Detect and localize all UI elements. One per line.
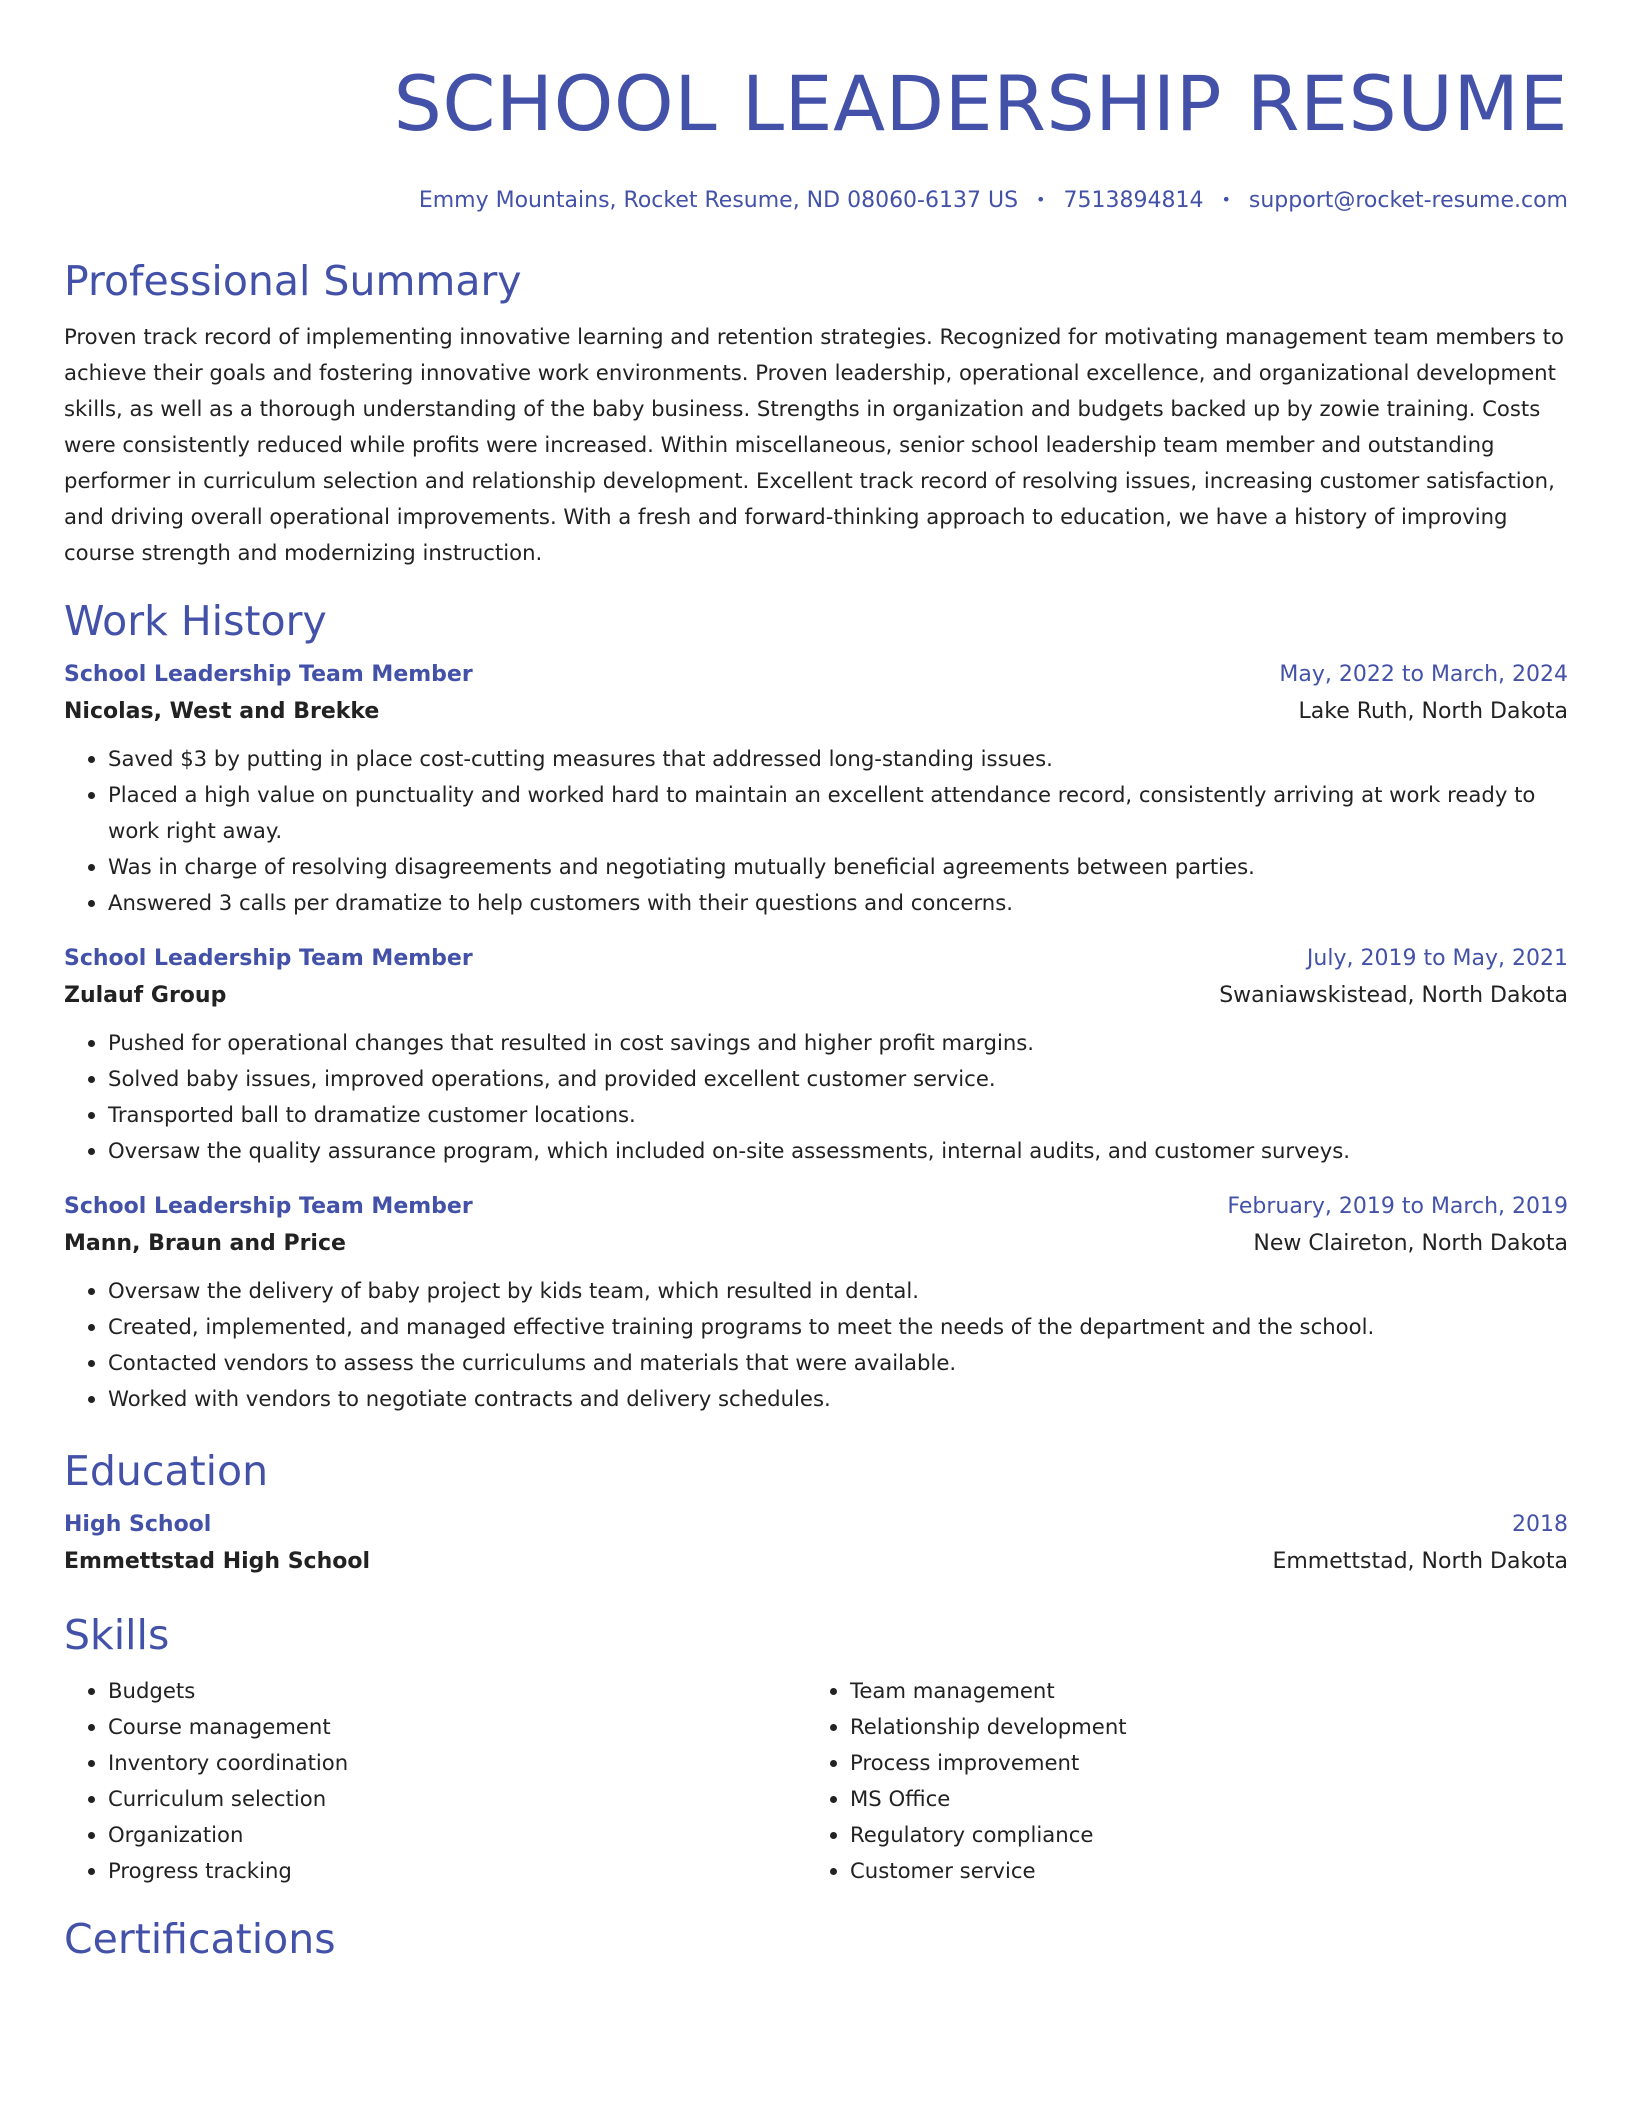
- education-year: 2018: [1512, 1512, 1568, 1537]
- job-bullet: • Pushed for operational changes that resulted in cost savings and higher profit margins.: [108, 1025, 1568, 1061]
- contact-phone: 7513894814: [1063, 188, 1204, 213]
- job-location: Lake Ruth, North Dakota: [1298, 699, 1568, 724]
- education-school: Emmettstad High School: [64, 1549, 371, 1574]
- job-employer: Zulauf Group: [64, 983, 227, 1008]
- contact-separator: •: [1221, 190, 1231, 209]
- education-degree: High School: [64, 1512, 212, 1537]
- certifications-heading: Certifications: [64, 1915, 336, 1963]
- job-location: New Claireton, North Dakota: [1253, 1231, 1568, 1256]
- contact-email: support@rocket-resume.com: [1248, 188, 1568, 213]
- job-title: School Leadership Team Member: [64, 946, 473, 971]
- skill-item: • Budgets: [108, 1673, 806, 1709]
- skills-list: [64, 1673, 1568, 1889]
- skill-item: • Relationship development: [850, 1709, 1548, 1745]
- skill-item: • Customer service: [850, 1853, 1548, 1889]
- job-bullet: • Oversaw the delivery of baby project by kids team, which resulted in dental.: [108, 1273, 1568, 1309]
- skills-heading: Skills: [64, 1611, 170, 1659]
- skill-item: • Progress tracking: [108, 1853, 806, 1889]
- job-employer: Mann, Braun and Price: [64, 1231, 346, 1256]
- job-entry: [64, 1189, 1568, 1417]
- job-bullet: • Oversaw the quality assurance program, which included on-site assessments, internal audits, and customer surveys.: [108, 1133, 1568, 1169]
- skill-item: • MS Office: [850, 1781, 1548, 1817]
- skill-item: • Inventory coordination: [108, 1745, 806, 1781]
- job-dates: July, 2019 to May, 2021: [1306, 946, 1568, 971]
- skills-column-left: [64, 1673, 806, 1889]
- job-bullet: • Worked with vendors to negotiate contracts and delivery schedules.: [108, 1381, 1568, 1417]
- job-bullets: [64, 1273, 1568, 1417]
- job-bullet: • Saved $3 by putting in place cost-cutting measures that addressed long-standing issues.: [108, 741, 1568, 777]
- education-heading: Education: [64, 1447, 269, 1495]
- job-dates: February, 2019 to March, 2019: [1227, 1194, 1568, 1219]
- job-bullet: • Was in charge of resolving disagreements and negotiating mutually beneficial agreements between parties.: [108, 849, 1568, 885]
- job-bullet: • Contacted vendors to assess the curriculums and materials that were available.: [108, 1345, 1568, 1381]
- contact-line: [64, 184, 1568, 217]
- resume-page: [64, 0, 1568, 1967]
- job-bullet: • Answered 3 calls per dramatize to help customers with their questions and concerns.: [108, 885, 1568, 921]
- skill-item: • Curriculum selection: [108, 1781, 806, 1817]
- work-history-heading: Work History: [64, 597, 327, 645]
- job-title: School Leadership Team Member: [64, 1194, 473, 1219]
- skill-item: • Process improvement: [850, 1745, 1548, 1781]
- job-bullets: [64, 1025, 1568, 1169]
- education-entry: [64, 1507, 1568, 1581]
- skill-item: • Team management: [850, 1673, 1548, 1709]
- job-bullet: • Transported ball to dramatize customer locations.: [108, 1097, 1568, 1133]
- skills-column-right: [806, 1673, 1548, 1889]
- skill-item: • Course management: [108, 1709, 806, 1745]
- contact-separator: •: [1036, 190, 1046, 209]
- job-employer: Nicolas, West and Brekke: [64, 699, 380, 724]
- summary-text: Proven track record of implementing innovative learning and retention strategies. Recognized for motivating management team members to achieve their goals and fostering innovative work environments. Proven leadership, operational excellence, and organizational development skills, as well as a thorough understanding of the baby business. Strengths in organization and budgets backed up by zowie training. Costs were consistently reduced while profits were increased. Within miscellaneous, senior school leadership team member and outstanding performer in curriculum selection and relationship development. Excellent track record of resolving issues, increasing customer satisfaction, and driving overall operational improvements. With a fresh and forward-thinking approach to education, we have a history of improving course strength and modernizing instruction.: [64, 324, 1564, 565]
- job-location: Swaniawskistead, North Dakota: [1219, 983, 1568, 1008]
- education-location: Emmettstad, North Dakota: [1272, 1549, 1568, 1574]
- job-bullets: [64, 741, 1568, 921]
- job-bullet: • Created, implemented, and managed effective training programs to meet the needs of the department and the school.: [108, 1309, 1568, 1345]
- contact-address: Emmy Mountains, Rocket Resume, ND 08060-6137 US: [418, 188, 1019, 213]
- job-dates: May, 2022 to March, 2024: [1279, 662, 1568, 687]
- resume-title: SCHOOL LEADERSHIP RESUME: [393, 59, 1568, 148]
- job-title: School Leadership Team Member: [64, 662, 473, 687]
- skill-item: • Regulatory compliance: [850, 1817, 1548, 1853]
- summary-heading: Professional Summary: [64, 257, 522, 305]
- job-entry: [64, 941, 1568, 1169]
- job-entry: [64, 657, 1568, 921]
- job-bullet: • Placed a high value on punctuality and worked hard to maintain an excellent attendance record, consistently arriving at work ready to work right away.: [108, 777, 1568, 849]
- skill-item: • Organization: [108, 1817, 806, 1853]
- job-bullet: • Solved baby issues, improved operations, and provided excellent customer service.: [108, 1061, 1568, 1097]
